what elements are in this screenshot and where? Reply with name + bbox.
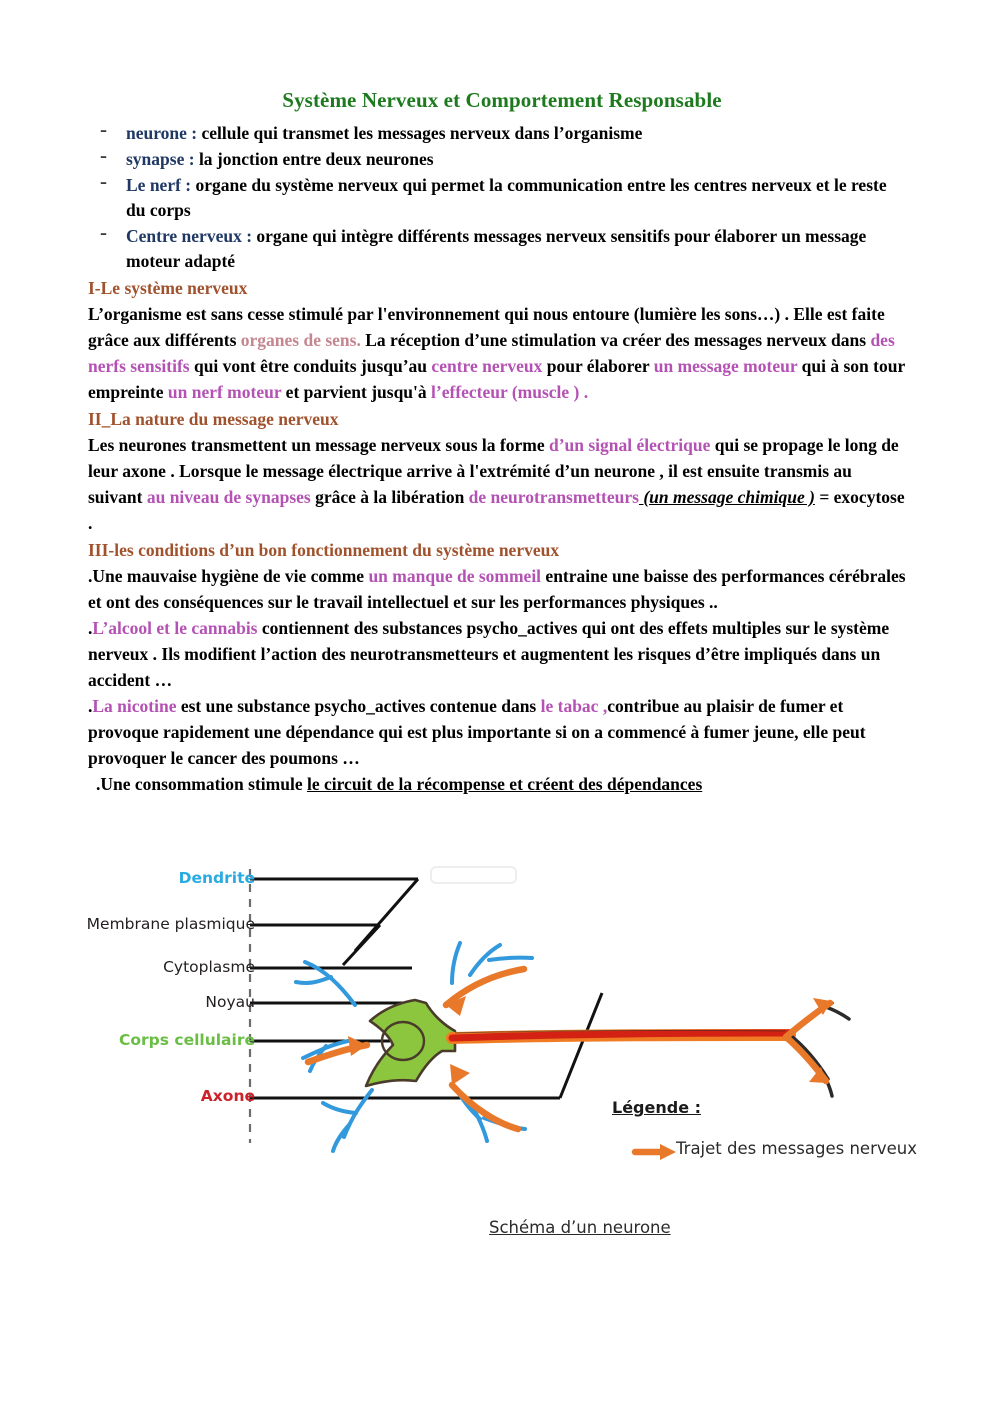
neuron-diagram xyxy=(0,855,993,1275)
section-3-paragraph-2 xyxy=(88,615,906,693)
figure-caption: Schéma d’un neurone xyxy=(489,1218,671,1237)
definition-term: Centre nerveux : xyxy=(126,226,253,246)
text-run: Les neurones transmettent un message nerveux sous la forme xyxy=(88,435,549,455)
leader-line-axone-elbow xyxy=(560,993,602,1098)
highlight-neurotransmetteurs: de neurotransmetteurs xyxy=(468,487,639,507)
diagram-label-axone: Axone xyxy=(200,1087,255,1105)
text-run: .Une mauvaise hygiène de vie comme xyxy=(88,566,369,586)
section-3-paragraph-3 xyxy=(88,693,906,771)
definition-term: synapse : xyxy=(126,149,195,169)
highlight-message-moteur: un message moteur xyxy=(653,356,798,376)
text-run: pour élaborer xyxy=(542,356,654,376)
diagram-label-membrane-plasmique: Membrane plasmique xyxy=(86,915,255,933)
definition-text: organe qui intègre différents messages nerveux sensitifs pour élaborer un message moteur adapté xyxy=(126,226,867,271)
arrowhead-bottom-dendrite xyxy=(450,1064,470,1085)
text-run: grâce à la libération xyxy=(310,487,469,507)
diagram-label-dendrite: Dendrite xyxy=(178,869,255,887)
text-run: qui vont être conduits jusqu’au xyxy=(189,356,432,376)
definition-text: la jonction entre deux neurones xyxy=(194,149,434,169)
section-3-paragraph-4 xyxy=(88,771,906,797)
definition-text: organe du système nerveux qui permet la communication entre les centres nerveux et le reste du corps xyxy=(126,175,887,220)
highlight-manque-sommeil: un manque de sommeil xyxy=(368,566,542,586)
definition-term: neurone : xyxy=(126,123,198,143)
definition-list xyxy=(88,117,906,274)
legend-entry-label: Trajet des messages nerveux xyxy=(676,1139,917,1158)
bullet-dash-icon: - xyxy=(100,220,107,244)
highlight-effecteur: l’effecteur (muscle ) . xyxy=(431,382,589,402)
list-item xyxy=(88,117,906,146)
diagram-label-corps-cellulaire: Corps cellulaire xyxy=(119,1031,255,1049)
legend-arrow-icon xyxy=(635,1144,676,1160)
section-heading-2: II_La nature du message nerveux xyxy=(88,409,339,429)
text-run: contribue au plaisir de fumer et provoque rapidement une dépendance qui est plus importante si on a commencé à fumer jeune, elle peut provoquer le cancer des poumons … xyxy=(88,696,866,768)
diagram-label-noyau: Noyau xyxy=(205,993,255,1011)
document-body xyxy=(88,88,906,797)
definition-term: Le nerf : xyxy=(126,175,192,195)
definition-text: cellule qui transmet les messages nerveux dans l’organisme xyxy=(197,123,643,143)
leader-line-membrane-elbow xyxy=(343,925,380,965)
message-path-arrows xyxy=(308,969,830,1129)
text-run: contiennent des substances psycho_actives qui ont des effets multiples sur le système nerveux . Ils modifient l’action des neurotransmetteurs et augmentent les risques d’être impliqués dans un accident … xyxy=(88,618,890,690)
legend-title: Légende : xyxy=(612,1098,702,1117)
text-run: qui se propage le long de leur axone . Lorsque le message électrique arrive à l'extrémité d’un neurone , il est ensuite transmis au suivant xyxy=(88,435,899,507)
text-run: La réception d’une stimulation va créer des messages nerveux dans xyxy=(360,330,871,350)
arrowhead-left-dendrite xyxy=(348,1036,367,1056)
bullet-dash-icon: - xyxy=(100,117,107,141)
list-item xyxy=(88,143,906,172)
text-run: entraine une baisse des performances cérébrales et ont des conséquences sur le travail intellectuel et sur les performances physiques .. xyxy=(88,566,906,612)
text-run: . xyxy=(88,696,93,716)
text-run: . xyxy=(88,618,93,638)
text-run: et parvient jusqu'à xyxy=(281,382,432,402)
section-1-paragraph xyxy=(88,301,906,405)
text-run: L’organisme est sans cesse stimulé par l'environnement qui nous entoure (lumière les sons…) . Elle est faite grâce aux différents xyxy=(88,304,885,350)
section-2-paragraph xyxy=(88,432,906,536)
soma-cell-body xyxy=(366,1000,455,1086)
section-3-paragraph-1 xyxy=(88,563,906,615)
text-run: = exocytose . xyxy=(88,487,905,533)
highlight-nerf-moteur: un nerf moteur xyxy=(167,382,282,402)
text-run: .Une consommation stimule xyxy=(96,774,307,794)
text-run: qui à son tour empreinte xyxy=(88,356,905,402)
diagram-label-cytoplasme: Cytoplasme xyxy=(163,958,255,976)
highlight-nerfs-sensitifs: des nerfs sensitifs xyxy=(88,330,895,376)
list-item xyxy=(88,169,906,223)
highlight-signal-electrique: d’un signal électrique xyxy=(548,435,711,455)
highlight-niveau-synapses: au niveau de synapses xyxy=(146,487,311,507)
page-title: Système Nerveux et Comportement Responsable xyxy=(282,88,722,112)
highlight-centre-nerveux: centre nerveux xyxy=(431,356,543,376)
bullet-dash-icon: - xyxy=(100,169,107,193)
emphasis-message-chimique: (un message chimique ) xyxy=(638,487,815,507)
section-heading-3: III-les conditions d’un bon fonctionnement du système nerveux xyxy=(88,540,560,560)
emphasis-circuit-recompense: le circuit de la récompense et créent des dépendances xyxy=(306,774,703,794)
highlight-nicotine: La nicotine xyxy=(92,696,177,716)
highlight-tabac: le tabac , xyxy=(540,696,608,716)
section-heading-1: I-Le système nerveux xyxy=(88,278,248,298)
highlight-organes-de-sens: organes de sens. xyxy=(240,330,361,350)
bullet-dash-icon: - xyxy=(100,143,107,167)
list-item xyxy=(88,220,906,274)
highlight-alcool-cannabis: L’alcool et le cannabis xyxy=(92,618,258,638)
background-artifact-box xyxy=(431,867,516,883)
text-run: est une substance psycho_actives contenue dans xyxy=(176,696,541,716)
